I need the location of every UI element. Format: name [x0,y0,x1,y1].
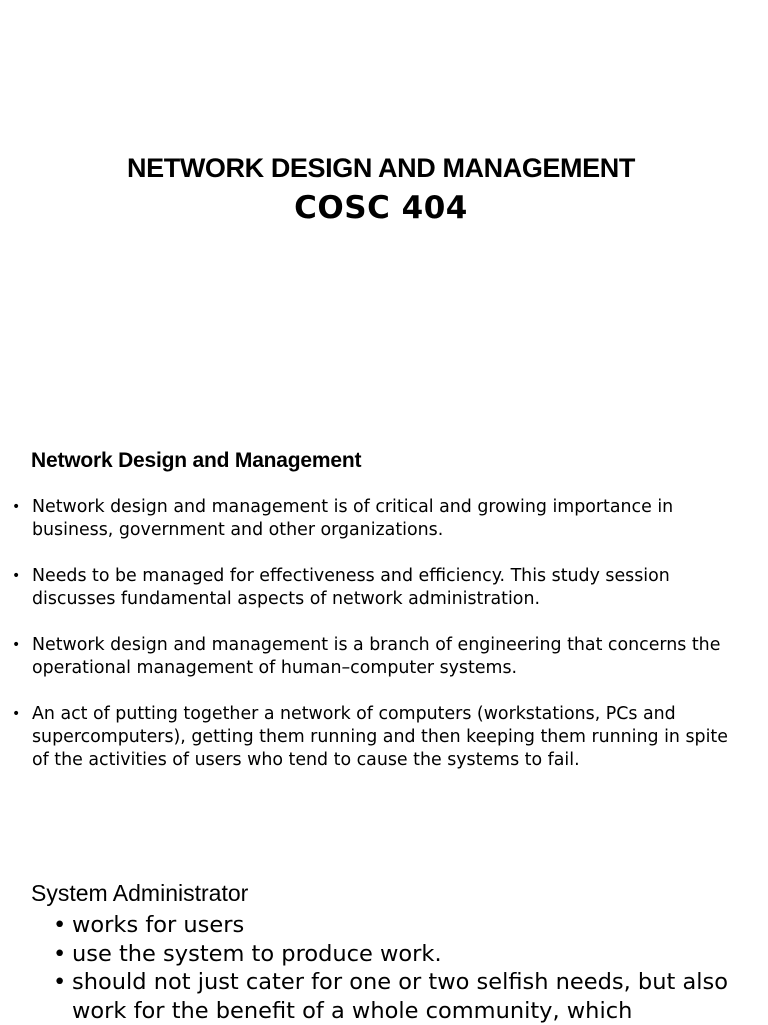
list-item-text: should not just cater for one or two selfish needs, but also work for the benefit of a whole community, which [72,969,728,1024]
list-item [0,634,768,680]
bullet-dot: • [12,499,21,515]
bullet-dot: • [53,912,67,938]
title-slide [0,0,768,400]
list-item-text: use the system to produce work. [72,940,442,967]
page-title: NETWORK DESIGN AND MANAGEMENT [127,153,635,183]
admin-heading: System Administrator [31,880,249,906]
bullet-dot: • [12,637,21,653]
content-slide [0,430,768,850]
list-item-text: Network design and management is of critical and growing importance in business, government and other organizations. [32,497,674,540]
bullet-dot: • [12,706,21,722]
list-item [0,968,768,1025]
bullet-dot: • [12,568,21,584]
admin-slide [0,860,768,1024]
list-item [0,703,768,772]
section-heading: Network Design and Management [31,449,362,472]
list-item [0,911,768,940]
course-code: COSC 404 [294,190,468,226]
bullet-dot: • [53,969,67,995]
list-item-text: Network design and management is a branch of engineering that concerns the operational management of human–computer systems. [32,635,721,678]
list-item-text: An act of putting together a network of computers (workstations, PCs and supercomputers), getting them running and then keeping them running in spite of the activities of users who tend to cause the systems to fail. [32,704,728,770]
admin-bullet-list [0,911,768,1025]
list-item [0,496,768,542]
list-item [0,940,768,969]
bullet-dot: • [53,940,67,967]
bullet-list [0,496,768,795]
list-item [0,565,768,611]
list-item-text: works for users [72,912,245,938]
list-item-text: Needs to be managed for effectiveness and efficiency. This study session discusses fundamental aspects of network administration. [32,566,670,609]
